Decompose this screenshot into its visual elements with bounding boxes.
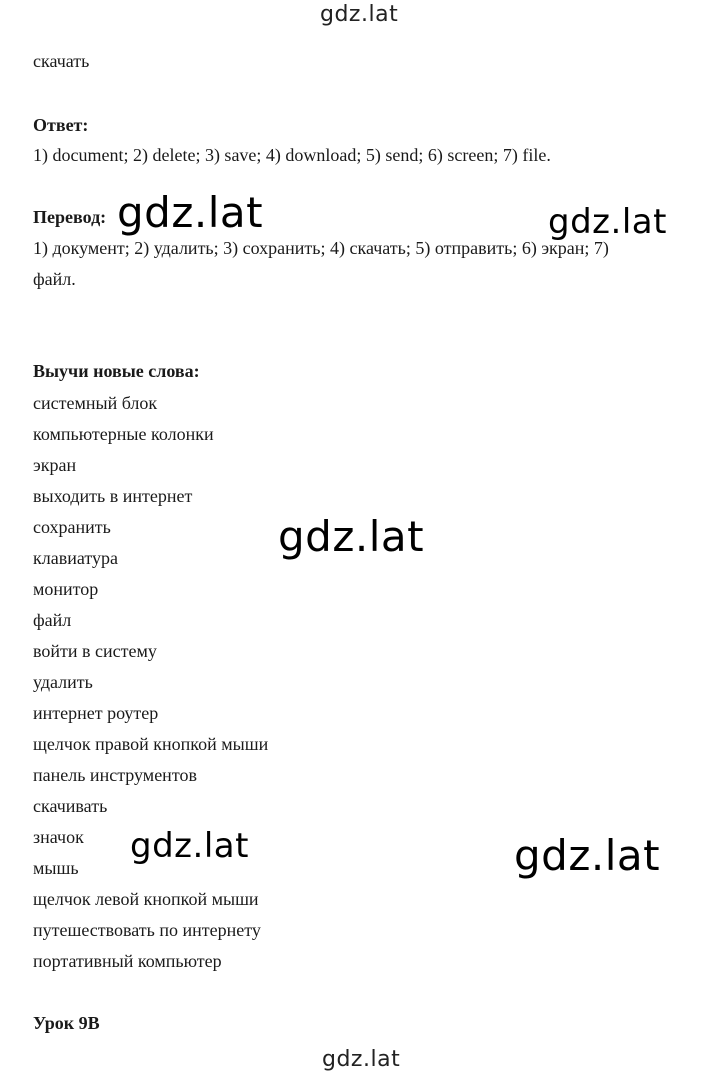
vocab-item: мышь (33, 858, 79, 878)
vocab-item: компьютерные колонки (33, 424, 214, 444)
vocab-item: клавиатура (33, 548, 118, 568)
lesson-heading: Урок 9B (33, 1013, 100, 1033)
answer-heading: Ответ: (33, 115, 89, 135)
watermark-top: gdz.lat (320, 2, 399, 27)
translation-line-1: 1) документ; 2) удалить; 3) сохранить; 4) скачать; 5) отправить; 6) экран; 7) (33, 238, 609, 258)
watermark-translation: gdz.lat (117, 188, 264, 237)
watermark-center: gdz.lat (278, 512, 425, 561)
vocab-item: скачивать (33, 796, 108, 816)
translation-line-2: файл. (33, 269, 76, 289)
vocab-item: значок (33, 827, 84, 847)
vocab-item: экран (33, 455, 77, 475)
translation-heading: Перевод: (33, 207, 107, 227)
vocab-item: системный блок (33, 393, 158, 413)
vocab-item: файл (33, 610, 72, 630)
vocab-item: удалить (33, 672, 93, 692)
vocab-item: войти в систему (33, 641, 157, 661)
watermark-bottom: gdz.lat (322, 1047, 401, 1072)
top-word: скачать (33, 51, 90, 71)
watermark-left-lower: gdz.lat (130, 826, 249, 866)
watermark-right-upper: gdz.lat (548, 202, 667, 242)
vocab-item: путешествовать по интернету (33, 920, 261, 940)
vocab-item: щелчок правой кнопкой мыши (33, 734, 269, 754)
vocab-item: портативный компьютер (33, 951, 222, 971)
vocab-item: выходить в интернет (33, 486, 193, 506)
vocab-heading: Выучи новые слова: (33, 361, 200, 381)
vocab-item: щелчок левой кнопкой мыши (33, 889, 259, 909)
vocab-item: панель инструментов (33, 765, 197, 785)
vocab-item: сохранить (33, 517, 111, 537)
answer-text: 1) document; 2) delete; 3) save; 4) download; 5) send; 6) screen; 7) file. (33, 145, 551, 165)
watermark-right-lower: gdz.lat (514, 831, 661, 880)
vocab-item: монитор (33, 579, 99, 599)
vocab-item: интернет роутер (33, 703, 159, 723)
